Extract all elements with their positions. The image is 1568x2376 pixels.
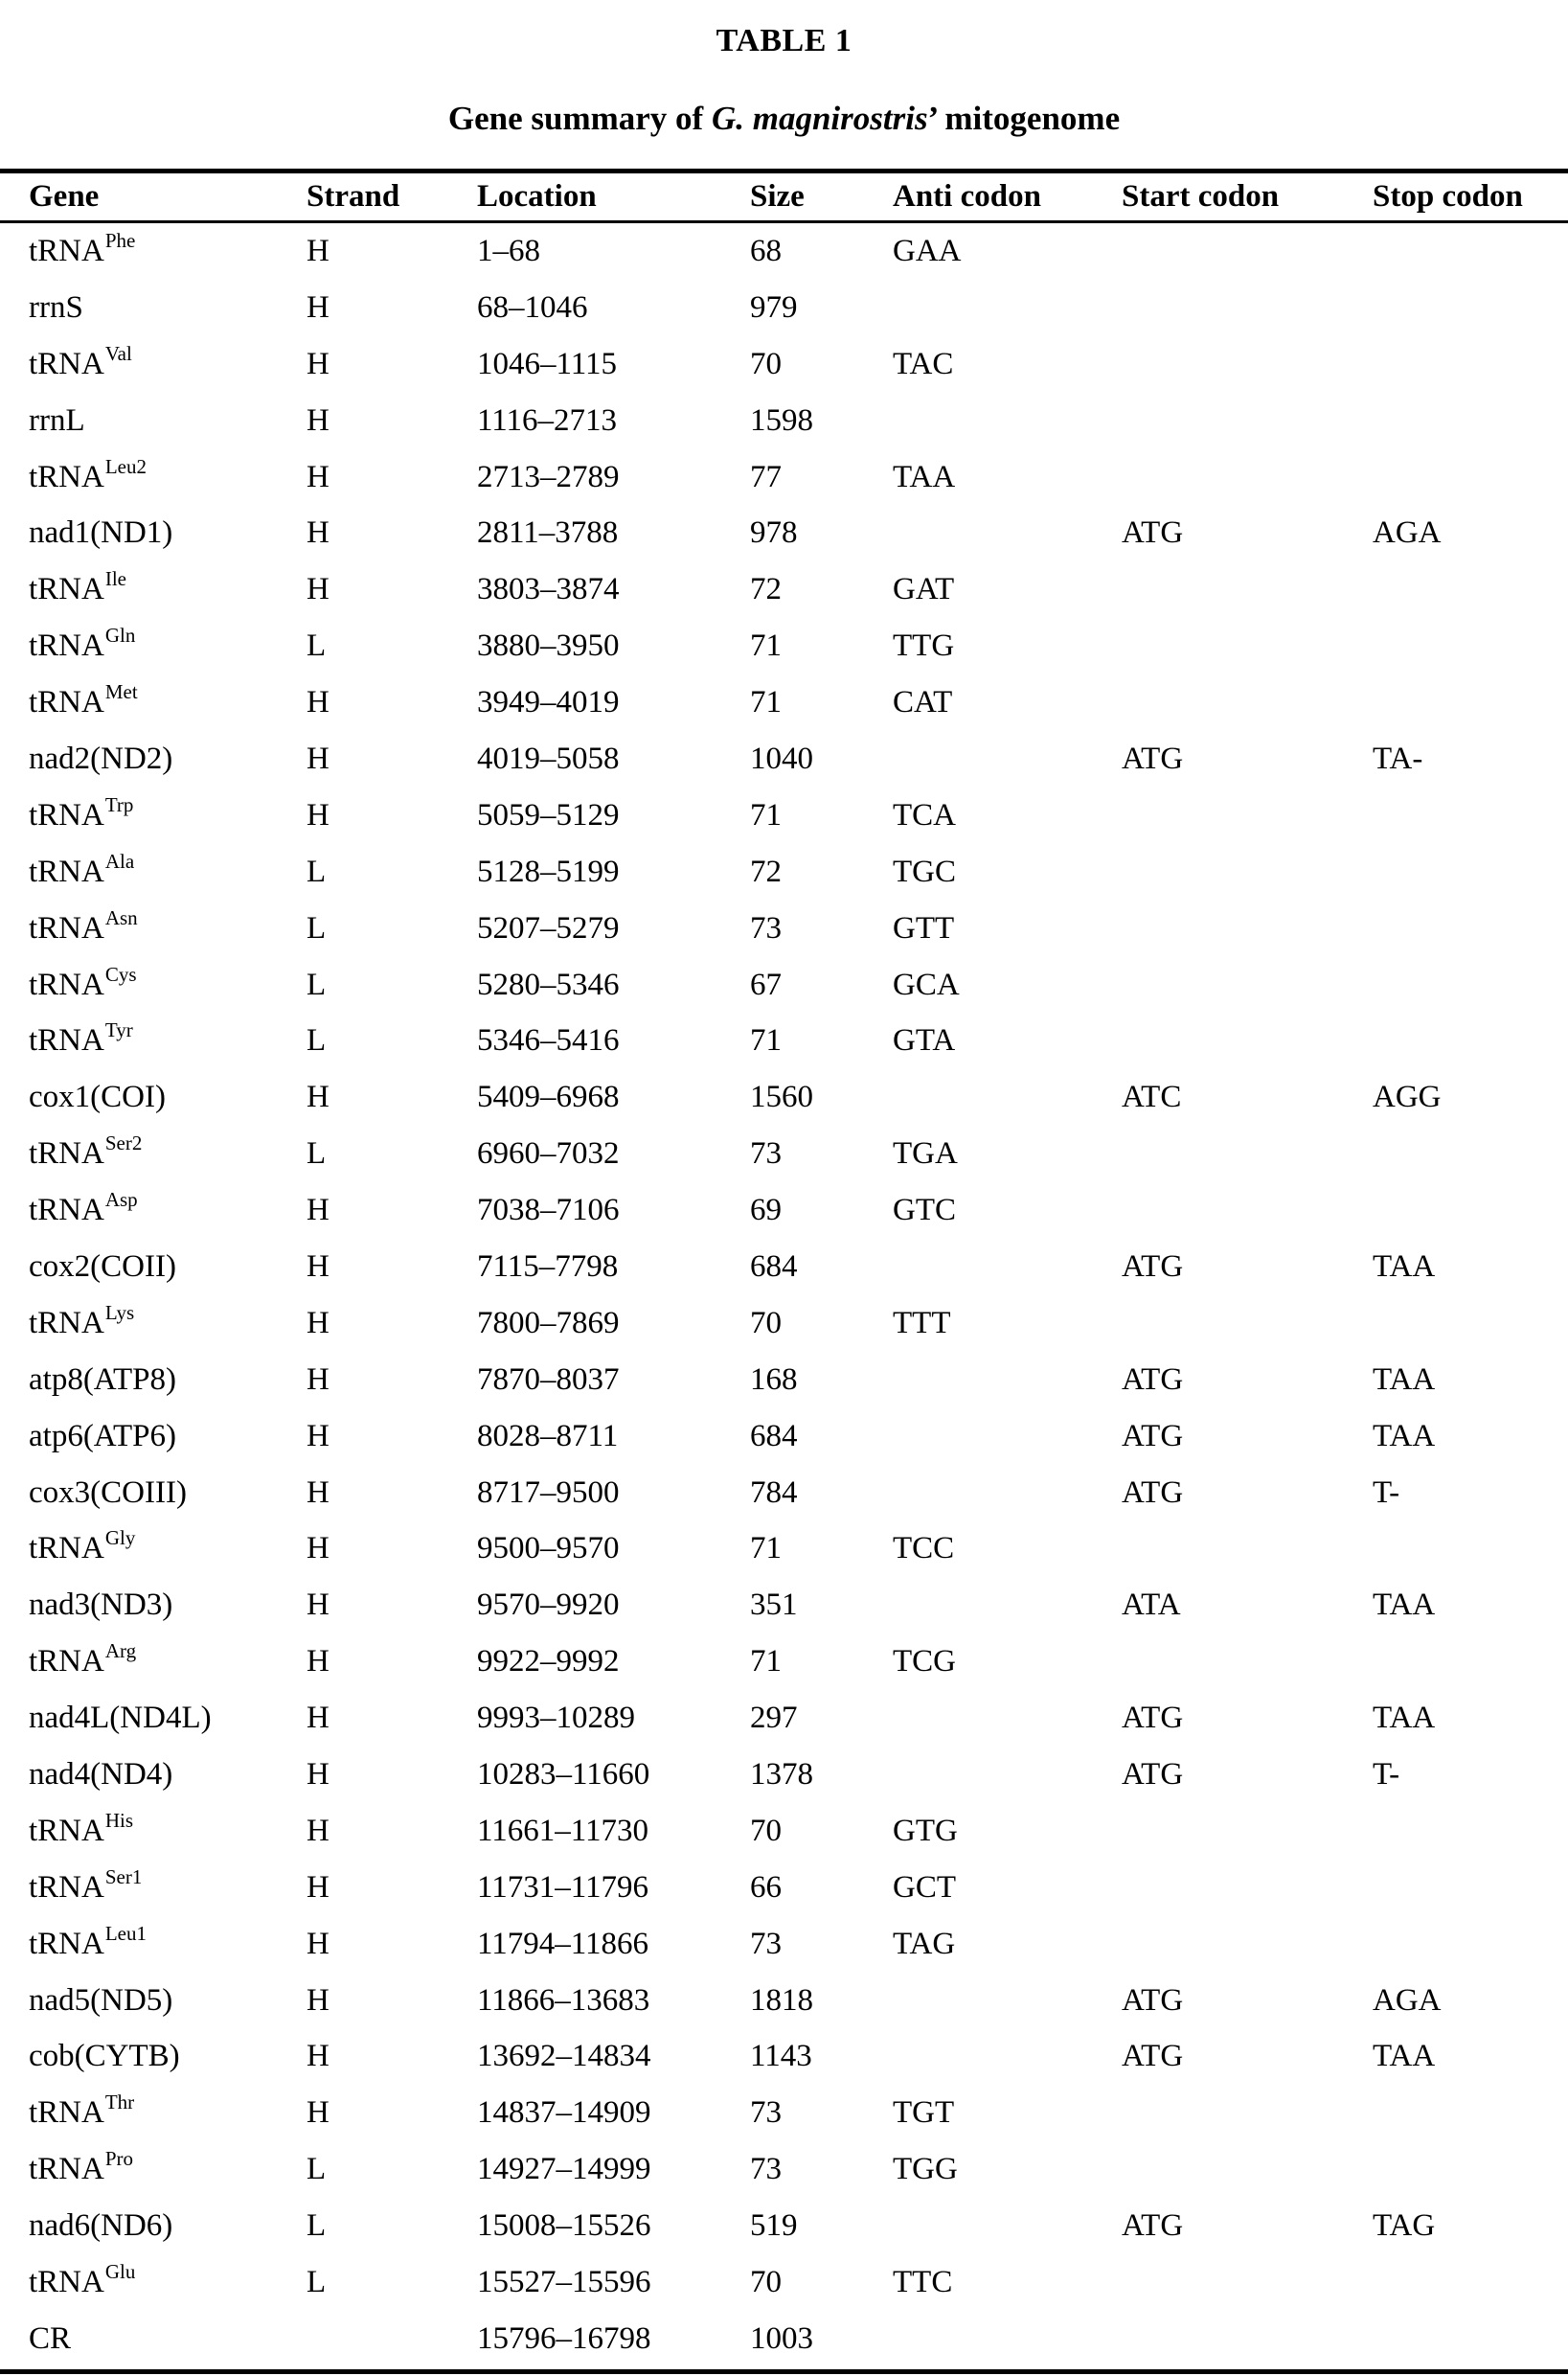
location-cell: 7115–7798 [477, 1248, 619, 1284]
gene-cell: CR [29, 2320, 72, 2356]
size-cell: 69 [750, 1193, 782, 1228]
anti-codon-cell: TAA [893, 459, 956, 494]
start-codon-cell: ATG [1122, 1248, 1184, 1284]
table-row [0, 336, 1568, 393]
location-cell: 3803–3874 [477, 572, 620, 607]
table-row [0, 674, 1568, 731]
table-row [0, 1690, 1568, 1747]
gene-cell: tRNA$^{Glu}$ [29, 2260, 136, 2299]
anti-codon-cell: TGG [893, 2152, 958, 2187]
gene-superscript: Pro [104, 2147, 134, 2171]
stop-codon-cell: TAA [1373, 1588, 1436, 1623]
table-row [0, 2085, 1568, 2141]
strand-cell: H [307, 233, 330, 268]
size-cell: 71 [750, 1023, 782, 1059]
gene-superscript: Asn [104, 905, 138, 929]
column-header-strand: Strand [307, 179, 400, 214]
anti-codon-cell: GTG [893, 1813, 958, 1848]
table-row [0, 1126, 1568, 1182]
location-cell: 15008–15526 [477, 2208, 651, 2244]
gene-cell: rrnS [29, 289, 83, 325]
start-codon-cell: ATG [1122, 1756, 1184, 1792]
start-codon-cell: ATC [1122, 1080, 1182, 1115]
species-name: G. magnirostris [711, 100, 928, 137]
gene-cell: tRNA$^{Cys}$ [29, 962, 137, 1002]
size-cell: 1598 [750, 402, 813, 438]
strand-cell: L [307, 910, 327, 946]
strand-cell: H [307, 1588, 330, 1623]
location-cell: 3949–4019 [477, 685, 620, 720]
location-cell: 68–1046 [477, 289, 588, 325]
size-cell: 67 [750, 967, 782, 1002]
anti-codon-cell: GTC [893, 1193, 956, 1228]
size-cell: 73 [750, 2095, 782, 2131]
table-header-row [0, 173, 1568, 220]
gene-cell: cox3(COIII) [29, 1474, 187, 1510]
location-cell: 11866–13683 [477, 1982, 650, 2018]
table-row [0, 505, 1568, 561]
location-cell: 7038–7106 [477, 1193, 620, 1228]
table-row [0, 901, 1568, 957]
strand-cell: H [307, 741, 330, 776]
gene-cell: cox2(COII) [29, 1248, 176, 1284]
anti-codon-cell: TCA [893, 797, 956, 833]
location-cell: 5346–5416 [477, 1023, 620, 1059]
table-bottom-rule [0, 2369, 1568, 2374]
table-row [0, 1295, 1568, 1352]
start-codon-cell: ATG [1122, 1361, 1184, 1397]
table-row [0, 1352, 1568, 1408]
strand-cell: L [307, 854, 327, 889]
gene-cell: tRNA$^{Ser2}$ [29, 1131, 143, 1172]
gene-superscript: Ser1 [104, 1864, 143, 1888]
start-codon-cell: ATG [1122, 1418, 1184, 1453]
strand-cell: H [307, 1418, 330, 1453]
size-cell: 68 [750, 233, 782, 268]
strand-cell: H [307, 572, 330, 607]
size-cell: 684 [750, 1248, 798, 1284]
table-row [0, 1747, 1568, 1803]
size-cell: 71 [750, 685, 782, 720]
gene-cell: tRNA$^{Tyr}$ [29, 1018, 133, 1059]
size-cell: 1560 [750, 1080, 813, 1115]
location-cell: 5409–6968 [477, 1080, 620, 1115]
stop-codon-cell: TAA [1373, 1361, 1436, 1397]
table-row [0, 1013, 1568, 1069]
gene-table [0, 169, 1568, 2374]
location-cell: 3880–3950 [477, 628, 620, 664]
location-cell: 7870–8037 [477, 1361, 620, 1397]
location-cell: 11794–11866 [477, 1926, 649, 1961]
gene-cell: tRNA$^{Asp}$ [29, 1188, 138, 1228]
column-header-location: Location [477, 179, 597, 214]
gene-superscript: Met [104, 680, 138, 704]
strand-cell: L [307, 1136, 327, 1172]
strand-cell: H [307, 289, 330, 325]
gene-cell: nad4(ND4) [29, 1756, 173, 1792]
size-cell: 73 [750, 2152, 782, 2187]
size-cell: 71 [750, 1644, 782, 1679]
stop-codon-cell: AGA [1373, 1982, 1442, 2018]
gene-cell: tRNA$^{Leu1}$ [29, 1921, 147, 1961]
caption-suffix: ’ mitogenome [927, 100, 1121, 137]
location-cell: 4019–5058 [477, 741, 620, 776]
column-header-gene: Gene [29, 179, 100, 214]
column-header-stop-codon: Stop codon [1373, 179, 1523, 214]
strand-cell: H [307, 797, 330, 833]
anti-codon-cell: GTT [893, 910, 955, 946]
location-cell: 8028–8711 [477, 1418, 619, 1453]
size-cell: 297 [750, 1701, 798, 1736]
size-cell: 1378 [750, 1756, 813, 1792]
gene-cell: tRNA$^{Arg}$ [29, 1639, 137, 1679]
location-cell: 5128–5199 [477, 854, 620, 889]
table-row [0, 2311, 1568, 2367]
gene-cell: atp6(ATP6) [29, 1418, 176, 1453]
size-cell: 978 [750, 515, 798, 551]
gene-cell: tRNA$^{Gln}$ [29, 624, 136, 664]
table-row [0, 2029, 1568, 2086]
location-cell: 9570–9920 [477, 1588, 620, 1623]
strand-cell: H [307, 1361, 330, 1397]
size-cell: 73 [750, 1136, 782, 1172]
location-cell: 1046–1115 [477, 346, 618, 381]
gene-cell: tRNA$^{Gly}$ [29, 1526, 136, 1566]
anti-codon-cell: GAT [893, 572, 955, 607]
gene-superscript: Glu [104, 2260, 136, 2283]
strand-cell: H [307, 1305, 330, 1340]
gene-cell: tRNA$^{Trp}$ [29, 792, 134, 833]
location-cell: 14837–14909 [477, 2095, 651, 2131]
strand-cell: H [307, 2095, 330, 2131]
table-row [0, 788, 1568, 844]
gene-superscript: Trp [104, 792, 134, 816]
table-body [0, 223, 1568, 2369]
gene-cell: tRNA$^{Leu2}$ [29, 454, 147, 494]
gene-cell: tRNA$^{Pro}$ [29, 2147, 134, 2187]
strand-cell: H [307, 346, 330, 381]
gene-cell: nad2(ND2) [29, 741, 173, 776]
size-cell: 73 [750, 1926, 782, 1961]
gene-cell: nad1(ND1) [29, 515, 173, 551]
size-cell: 70 [750, 346, 782, 381]
strand-cell: H [307, 2039, 330, 2074]
size-cell: 1040 [750, 741, 813, 776]
gene-cell: tRNA$^{Phe}$ [29, 228, 136, 268]
table-row [0, 1577, 1568, 1634]
stop-codon-cell: TA- [1373, 741, 1423, 776]
strand-cell: H [307, 1813, 330, 1848]
anti-codon-cell: TTG [893, 628, 955, 664]
stop-codon-cell: T- [1373, 1474, 1400, 1510]
gene-superscript: Phe [104, 228, 136, 252]
gene-superscript: Ala [104, 849, 135, 873]
anti-codon-cell: GTA [893, 1023, 956, 1059]
gene-cell: rrnL [29, 402, 85, 438]
location-cell: 1–68 [477, 233, 540, 268]
anti-codon-cell: CAT [893, 685, 953, 720]
strand-cell: H [307, 1531, 330, 1566]
strand-cell: H [307, 459, 330, 494]
location-cell: 6960–7032 [477, 1136, 620, 1172]
table-label: TABLE 1 [716, 23, 852, 58]
gene-superscript: Val [104, 341, 132, 365]
stop-codon-cell: TAA [1373, 1701, 1436, 1736]
table-row [0, 1634, 1568, 1690]
table-row [0, 731, 1568, 788]
gene-cell: tRNA$^{Asn}$ [29, 905, 138, 946]
anti-codon-cell: TAG [893, 1926, 956, 1961]
table-row [0, 449, 1568, 506]
strand-cell: L [307, 628, 327, 664]
location-cell: 11731–11796 [477, 1869, 649, 1905]
table-row [0, 844, 1568, 901]
strand-cell: H [307, 1756, 330, 1792]
gene-cell: nad3(ND3) [29, 1588, 173, 1623]
size-cell: 351 [750, 1588, 798, 1623]
strand-cell: H [307, 1869, 330, 1905]
gene-cell: nad5(ND5) [29, 1982, 173, 2018]
anti-codon-cell: TGA [893, 1136, 958, 1172]
column-header-start-codon: Start codon [1122, 179, 1280, 214]
table-row [0, 2198, 1568, 2254]
start-codon-cell: ATG [1122, 1982, 1184, 2018]
size-cell: 168 [750, 1361, 798, 1397]
table-row [0, 1916, 1568, 1973]
start-codon-cell: ATG [1122, 1474, 1184, 1510]
size-cell: 70 [750, 1813, 782, 1848]
location-cell: 2811–3788 [477, 515, 619, 551]
gene-superscript: His [104, 1808, 134, 1832]
strand-cell: L [307, 2265, 327, 2299]
location-cell: 1116–2713 [477, 402, 618, 438]
table-caption [0, 100, 1568, 138]
gene-cell: nad6(ND6) [29, 2208, 173, 2244]
size-cell: 77 [750, 459, 782, 494]
stop-codon-cell: TAG [1373, 2208, 1436, 2244]
location-cell: 8717–9500 [477, 1474, 620, 1510]
anti-codon-cell: TGT [893, 2095, 955, 2131]
strand-cell: H [307, 1474, 330, 1510]
size-cell: 73 [750, 910, 782, 946]
strand-cell: H [307, 515, 330, 551]
gene-cell: tRNA$^{Ser1}$ [29, 1864, 143, 1905]
strand-cell: H [307, 1193, 330, 1228]
start-codon-cell: ATG [1122, 741, 1184, 776]
stop-codon-cell: TAA [1373, 1418, 1436, 1453]
gene-cell: cob(CYTB) [29, 2039, 180, 2074]
strand-cell: H [307, 1644, 330, 1679]
table-row [0, 618, 1568, 674]
table-row [0, 223, 1568, 280]
size-cell: 71 [750, 797, 782, 833]
table-row [0, 1408, 1568, 1465]
strand-cell: H [307, 1701, 330, 1736]
strand-cell: H [307, 1248, 330, 1284]
gene-cell: tRNA$^{His}$ [29, 1808, 134, 1848]
gene-cell: tRNA$^{Thr}$ [29, 2090, 135, 2131]
gene-cell: nad4L(ND4L) [29, 1701, 212, 1736]
table-row [0, 1520, 1568, 1577]
gene-superscript: Thr [104, 2090, 135, 2114]
anti-codon-cell: GCT [893, 1869, 956, 1905]
strand-cell: H [307, 1982, 330, 2018]
gene-cell: tRNA$^{Val}$ [29, 341, 132, 381]
location-cell: 9500–9570 [477, 1531, 620, 1566]
gene-cell: tRNA$^{Lys}$ [29, 1300, 135, 1340]
column-header-size: Size [750, 179, 805, 214]
location-cell: 5207–5279 [477, 910, 620, 946]
location-cell: 5280–5346 [477, 967, 620, 1002]
size-cell: 684 [750, 1418, 798, 1453]
size-cell: 72 [750, 572, 782, 607]
strand-cell: L [307, 2152, 327, 2187]
size-cell: 70 [750, 1305, 782, 1340]
gene-superscript: Cys [104, 962, 137, 986]
gene-superscript: Lys [104, 1300, 135, 1324]
anti-codon-cell: GCA [893, 967, 960, 1002]
size-cell: 784 [750, 1474, 798, 1510]
location-cell: 2713–2789 [477, 459, 620, 494]
gene-superscript: Ile [104, 567, 126, 591]
strand-cell: H [307, 1926, 330, 1961]
size-cell: 1818 [750, 1982, 813, 2018]
anti-codon-cell: TTC [893, 2265, 953, 2299]
size-cell: 71 [750, 628, 782, 664]
location-cell: 9993–10289 [477, 1701, 635, 1736]
gene-cell: tRNA$^{Met}$ [29, 680, 138, 720]
size-cell: 1143 [750, 2039, 812, 2074]
size-cell: 70 [750, 2265, 782, 2299]
size-cell: 71 [750, 1531, 782, 1566]
anti-codon-cell: TTT [893, 1305, 951, 1340]
start-codon-cell: ATG [1122, 2039, 1184, 2074]
table-row [0, 393, 1568, 449]
table-row [0, 1973, 1568, 2029]
location-cell: 13692–14834 [477, 2039, 651, 2074]
table-row [0, 561, 1568, 618]
anti-codon-cell: TGC [893, 854, 956, 889]
gene-cell: cox1(COI) [29, 1080, 166, 1115]
table-row [0, 1860, 1568, 1916]
gene-cell: tRNA$^{Ile}$ [29, 567, 126, 607]
location-cell: 15527–15596 [477, 2265, 651, 2299]
strand-cell: H [307, 685, 330, 720]
table-row [0, 957, 1568, 1014]
stop-codon-cell: AGG [1373, 1080, 1442, 1115]
caption-prefix: Gene summary of [447, 100, 712, 137]
stop-codon-cell: TAA [1373, 1248, 1436, 1284]
stop-codon-cell: AGA [1373, 515, 1442, 551]
location-cell: 14927–14999 [477, 2152, 651, 2187]
table-row [0, 1803, 1568, 1860]
location-cell: 15796–16798 [477, 2320, 651, 2356]
table-row [0, 2141, 1568, 2198]
gene-superscript: Gly [104, 1526, 136, 1550]
size-cell: 519 [750, 2208, 798, 2244]
gene-superscript: Leu1 [104, 1921, 147, 1945]
gene-superscript: Tyr [104, 1018, 133, 1042]
size-cell: 1003 [750, 2320, 813, 2356]
gene-cell: atp8(ATP8) [29, 1361, 176, 1397]
location-cell: 5059–5129 [477, 797, 620, 833]
table-row [0, 1239, 1568, 1295]
table-row [0, 1182, 1568, 1239]
table-row [0, 2254, 1568, 2311]
size-cell: 72 [750, 854, 782, 889]
start-codon-cell: ATG [1122, 2208, 1184, 2244]
strand-cell: L [307, 967, 327, 1002]
anti-codon-cell: GAA [893, 233, 962, 268]
gene-cell: tRNA$^{Ala}$ [29, 849, 135, 889]
start-codon-cell: ATG [1122, 515, 1184, 551]
location-cell: 11661–11730 [477, 1813, 649, 1848]
gene-superscript: Ser2 [104, 1131, 143, 1155]
start-codon-cell: ATA [1122, 1588, 1181, 1623]
start-codon-cell: ATG [1122, 1701, 1184, 1736]
strand-cell: L [307, 1023, 327, 1059]
gene-superscript: Arg [104, 1639, 137, 1663]
anti-codon-cell: TCC [893, 1531, 955, 1566]
anti-codon-cell: TAC [893, 346, 954, 381]
size-cell: 66 [750, 1869, 782, 1905]
gene-superscript: Asp [104, 1188, 138, 1212]
column-header-anti-codon: Anti codon [893, 179, 1041, 214]
stop-codon-cell: T- [1373, 1756, 1400, 1792]
size-cell: 979 [750, 289, 798, 325]
location-cell: 10283–11660 [477, 1756, 650, 1792]
strand-cell: L [307, 2208, 327, 2244]
strand-cell: H [307, 1080, 330, 1115]
location-cell: 7800–7869 [477, 1305, 620, 1340]
stop-codon-cell: TAA [1373, 2039, 1436, 2074]
location-cell: 9922–9992 [477, 1644, 620, 1679]
table-row [0, 1069, 1568, 1126]
table-row [0, 1465, 1568, 1521]
anti-codon-cell: TCG [893, 1644, 956, 1679]
gene-superscript: Gln [104, 624, 136, 648]
strand-cell: H [307, 402, 330, 438]
gene-superscript: Leu2 [104, 454, 147, 478]
table-row [0, 280, 1568, 336]
